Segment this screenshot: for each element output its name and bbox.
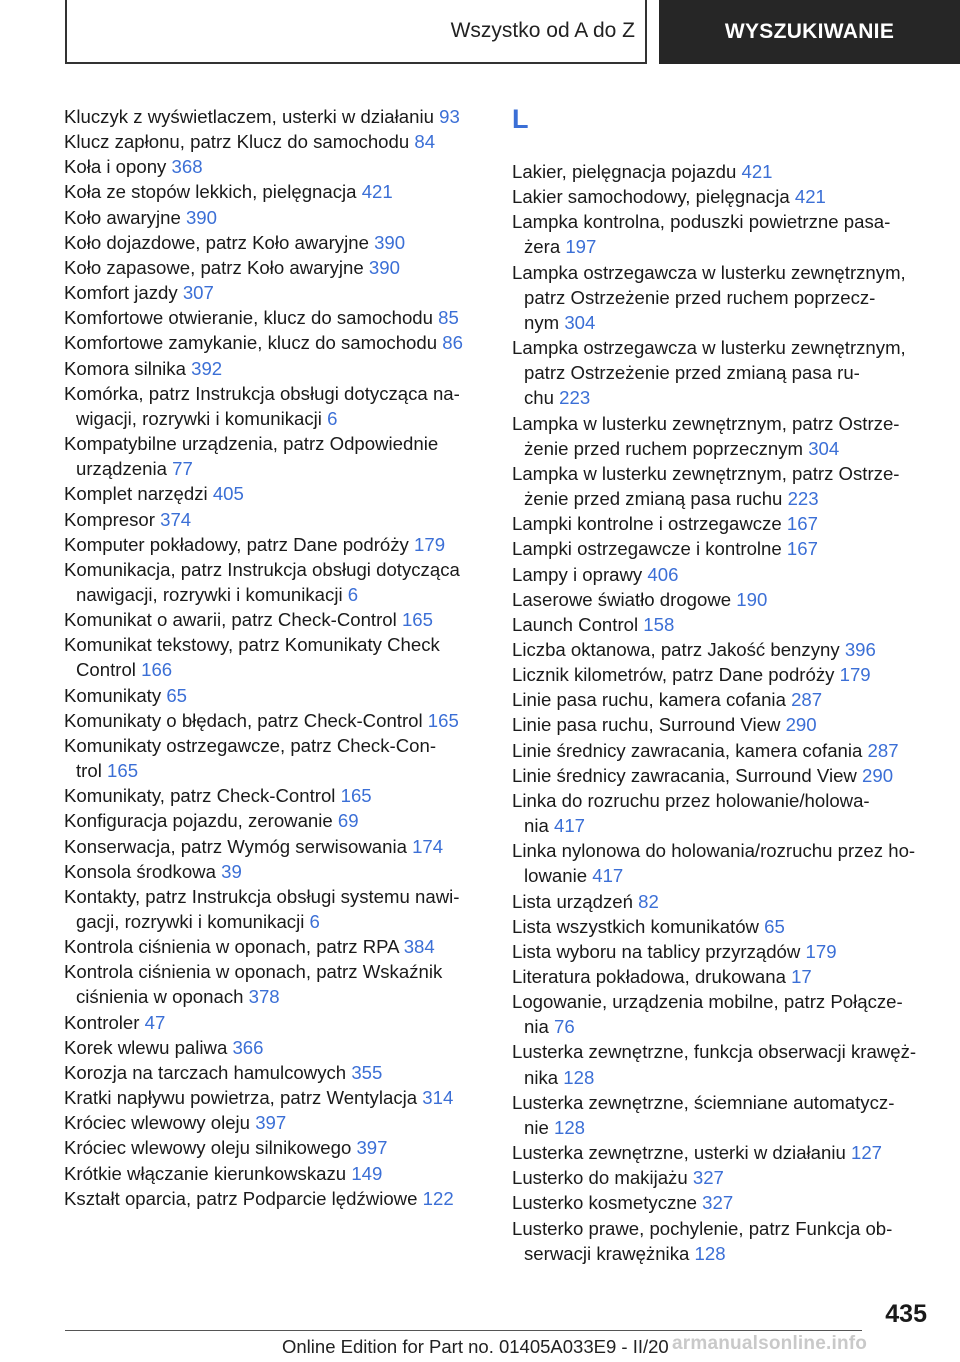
index-entry-text: Komfortowe otwieranie, klucz do samochodu [64,307,433,329]
index-entry-text: Lampki kontrolne i ostrzegawcze [512,513,782,535]
index-column-right [512,104,932,1266]
index-entry [512,209,932,259]
index-entry [512,1190,932,1215]
index-entry [512,662,932,687]
index-entry-text: nawigacji, rozrywki i komunikacji [76,583,343,605]
index-entry-text: Literatura pokładowa, drukowana [512,966,786,987]
index-entry-text: Lista wyboru na tablicy przyrządów [512,940,801,962]
index-entry [512,989,932,1039]
index-entry-text: Korozja na tarczach hamulcowych [64,1061,347,1083]
index-entry-text: Konsola środkowa [64,860,216,882]
index-entry-text: patrz Ostrzeżenie przed zmianą pasa ru‐ [524,362,860,384]
page-link[interactable]: 314 [422,1087,454,1109]
index-entry-text: Linka nylonowa do holowania/rozruchu przez ho‐ [512,840,916,862]
index-entry [64,632,484,682]
index-entry-text: żenie przed zmianą pasa ruchu [524,488,783,510]
index-entry-text: Linie średnicy zawracania, kamera cofania [512,739,863,761]
index-entry-text: Lusterka zewnętrzne, funkcja obserwacji krawęż‐ [512,1041,917,1063]
index-entry-text: Komora silnika [64,357,186,379]
index-entry-text: Kratki napływu powietrza, patrz Wentylacja [64,1087,418,1109]
index-entry [64,104,484,129]
page-link[interactable]: 84 [414,131,436,153]
page-link[interactable]: 287 [791,689,823,711]
index-entry [64,356,484,381]
index-entry [64,884,484,934]
page-link[interactable]: 396 [844,638,876,660]
index-entry-text: Lampka ostrzegawcza w lusterku zewnętrznym, [512,261,906,283]
index-entry-text: Komunikat tekstowy, patrz Komunikaty Check [64,634,440,656]
section-letter: L [512,104,529,134]
index-entry [64,205,484,230]
page-link[interactable]: 167 [786,538,818,560]
page-link[interactable]: 39 [221,860,242,882]
page-link[interactable]: 374 [160,508,192,530]
index-entries-right [512,159,932,1266]
index-entry [64,1161,484,1186]
index-entry-text: Linie pasa ruchu, Surround View [512,714,781,736]
index-entry-text: Konserwacja, patrz Wymóg serwisowania [64,835,407,857]
index-entry [512,637,932,662]
page-link[interactable]: 158 [643,613,675,635]
page-link[interactable]: 179 [839,664,871,686]
index-entry-text: gacji, rozrywki i komunikacji [76,911,305,932]
page-link[interactable]: 392 [191,357,223,379]
page-link[interactable]: 128 [554,1116,586,1138]
page-link[interactable]: 223 [559,387,591,409]
index-entry [512,612,932,637]
page-link[interactable]: 190 [736,588,768,610]
tab-search[interactable] [659,0,960,64]
index-entry [64,330,484,355]
index-entry [512,1216,932,1266]
index-entry-text: Koło dojazdowe, patrz Koło awaryjne [64,231,369,253]
page-link[interactable]: 384 [403,936,435,958]
index-entry [64,783,484,808]
page-link[interactable]: 17 [791,966,812,987]
index-entry-text: Kluczyk z wyświetlaczem, usterki w działaniu [64,106,434,127]
index-entry-text: Kontroler [64,1011,140,1033]
index-entry-text: Lista urządzeń [512,890,633,912]
page-link[interactable]: 167 [786,513,818,535]
index-entry-text: Lakier samochodowy, pielęgnacja [512,186,790,208]
index-entry-text: Launch Control [512,613,639,635]
index-entry-text: Króciec wlewowy oleju [64,1112,251,1134]
page-link[interactable]: 406 [647,563,679,585]
page-link[interactable]: 65 [166,684,188,706]
index-entry-text: Lampki ostrzegawcze i kontrolne [512,538,782,560]
index-entry [64,1110,484,1135]
index-entry [64,305,484,330]
index-entry-text: wigacji, rozrywki i komunikacji [76,407,322,429]
index-entry [512,914,932,939]
index-entry [64,834,484,859]
index-entry [64,683,484,708]
index-entry [512,964,932,989]
index-entry-text: Lusterko prawe, pochylenie, patrz Funkcja ob‐ [512,1217,893,1239]
index-entry [64,808,484,833]
index-entry-text: Kontrola ciśnienia w oponach, patrz RPA [64,936,399,958]
tab-all-a-to-z-label: Wszystko od A do Z [450,19,635,42]
index-entry [512,159,932,184]
page-link[interactable]: 165 [340,785,372,807]
index-entry-text: patrz Ostrzeżenie przed ruchem poprzecz‐ [524,286,876,308]
index-entry [64,280,484,305]
index-entry [64,129,484,154]
index-entry-text: Lampka kontrolna, poduszki powietrzne pasa‐ [512,211,891,233]
index-entry [64,859,484,884]
index-entry [64,532,484,557]
index-entry-text: Komunikacja, patrz Instrukcja obsługi dotycząca [64,558,460,580]
page-link[interactable]: 174 [412,835,444,857]
page-link[interactable]: 128 [563,1066,595,1088]
page-link[interactable]: 397 [255,1112,287,1134]
index-entry [512,712,932,737]
index-entry-text: Komórka, patrz Instrukcja obsługi dotycząca na‐ [64,382,460,404]
page-link[interactable]: 165 [427,709,459,731]
page-link[interactable]: 65 [764,915,785,937]
page-link[interactable]: 421 [361,181,393,203]
index-entry-text: Linie pasa ruchu, kamera cofania [512,689,786,711]
index-entry [512,536,932,561]
page-link[interactable]: 390 [368,256,400,278]
index-entry-text: Lampka w lusterku zewnętrznym, patrz Ostrze‐ [512,462,900,484]
index-entry-text: Komunikaty o błędach, patrz Check-Control [64,709,423,731]
index-entry-text: Komplet narzędzi [64,483,208,505]
index-entry-text: Koło zapasowe, patrz Koło awaryjne [64,256,364,278]
page-link[interactable]: 77 [172,458,193,480]
page-link[interactable]: 307 [182,282,214,304]
index-entry-text: Kontakty, patrz Instrukcja obsługi systemu nawi‐ [64,885,460,907]
page-link[interactable]: 179 [805,940,837,962]
page-link[interactable]: 197 [565,236,597,258]
page-link[interactable]: 368 [171,156,203,178]
index-entry [512,1165,932,1190]
index-entry-text: Lusterko kosmetyczne [512,1192,697,1214]
index-entry-text: Control [76,659,136,681]
index-entry [512,587,932,612]
page-link[interactable]: 390 [374,231,406,253]
index-entry-text: Liczba oktanowa, patrz Jakość benzyny [512,638,840,660]
index-entry-text: trol [76,760,102,782]
index-entry-text: urządzenia [76,458,167,480]
page-link[interactable]: 378 [248,986,280,1008]
index-entry-text: Lampka ostrzegawcza w lusterku zewnętrznym, [512,337,906,359]
index-entry [512,687,932,712]
index-entry [64,481,484,506]
index-entry-text: Komunikaty ostrzegawcze, patrz Check-Con‐ [64,734,437,756]
index-entry [512,260,932,335]
watermark-text: armanualsonline.info [672,1333,868,1354]
index-entry-text: Komfort jazdy [64,282,178,304]
index-entry-text: Kompatybilne urządzenia, patrz Odpowiednie [64,433,439,455]
index-entry [512,788,932,838]
index-entry-text: Lusterka zewnętrzne, ściemniane automatycz‐ [512,1091,895,1113]
index-entry-text: nia [524,1016,549,1038]
index-entry [64,959,484,1009]
index-entry [64,507,484,532]
page-link[interactable]: 166 [141,659,173,681]
page-link[interactable]: 417 [592,865,624,887]
index-entry-text: Kontrola ciśnienia w oponach, patrz Wskaźnik [64,961,443,983]
index-entry [64,708,484,733]
page-link[interactable]: 304 [808,437,840,459]
page-link[interactable]: 287 [867,739,899,761]
page-link[interactable]: 405 [212,483,244,505]
page-number: 435 [885,1300,927,1328]
page-link[interactable]: 366 [232,1036,264,1058]
index-entry [512,562,932,587]
edition-text: Online Edition for Part no. 01405A033E9 - II/20 [282,1336,669,1357]
page-link[interactable]: 165 [401,609,433,631]
index-entry-text: Kompresor [64,508,155,530]
index-entry [64,1186,484,1211]
page-link[interactable]: 327 [692,1167,724,1189]
index-entry [64,1135,484,1160]
index-entry-text: Lusterka zewnętrzne, usterki w działaniu [512,1142,846,1164]
index-entry [64,179,484,204]
page-link[interactable]: 149 [351,1162,383,1184]
index-entry-text: Korek wlewu paliwa [64,1036,228,1058]
page-link[interactable]: 122 [422,1187,454,1209]
index-entry-text: Licznik kilometrów, patrz Dane podróży [512,664,835,686]
index-entry [512,511,932,536]
tab-search-label: WYSZUKIWANIE [724,20,895,43]
page-link[interactable]: 85 [438,307,459,329]
index-entry-text: nika [524,1066,559,1088]
index-entry [512,763,932,788]
index-entry-text: Lampy i oprawy [512,563,643,585]
index-entry [512,411,932,461]
index-entry-text: Laserowe światło drogowe [512,588,732,610]
page-link[interactable]: 355 [351,1061,383,1083]
page-link[interactable]: 417 [554,815,586,837]
index-entry-text: nym [524,311,560,333]
index-entry-text: Linie średnicy zawracania, Surround View [512,764,857,786]
index-entry [64,934,484,959]
index-entry-text: ciśnienia w oponach [76,986,244,1008]
index-entry-text: Komunikaty [64,684,162,706]
index-entry-text: Klucz zapłonu, patrz Klucz do samochodu [64,131,410,153]
index-entry [512,1090,932,1140]
index-entry-text: Kształt oparcia, patrz Podparcie lędźwiowe [64,1187,418,1209]
index-entry [512,1039,932,1089]
index-entry-text: Lampka w lusterku zewnętrznym, patrz Ostrze‐ [512,412,900,434]
index-entry [512,335,932,410]
index-entry [64,1010,484,1035]
index-entry [64,1085,484,1110]
index-entry-text: nie [524,1116,549,1138]
index-entry-text: Konfiguracja pojazdu, zerowanie [64,810,333,832]
index-entry [64,230,484,255]
page-link[interactable]: 93 [439,106,460,127]
page-footer [0,1333,960,1362]
page-link[interactable]: 397 [356,1137,388,1159]
page-link[interactable]: 6 [347,583,359,605]
index-entry-text: Króciec wlewowy oleju silnikowego [64,1137,352,1159]
index-entry-text: Komputer pokładowy, patrz Dane podróży [64,533,409,555]
index-entry-text: Linka do rozruchu przez holowanie/holowa‐ [512,789,870,811]
page-link[interactable]: 6 [309,911,320,932]
footer-divider [65,1330,862,1331]
index-entry-text: Komunikat o awarii, patrz Check-Control [64,609,397,631]
index-entry [512,184,932,209]
index-entry [64,431,484,481]
tab-all-a-to-z[interactable] [65,0,647,64]
page-link[interactable]: 86 [442,332,463,354]
index-entry-text: żenie przed ruchem poprzecznym [524,437,804,459]
index-entry [512,461,932,511]
index-entry-text: Koła ze stopów lekkich, pielęgnacja [64,181,357,203]
index-entry-text: serwacji krawężnika [524,1242,690,1264]
page-link[interactable]: 304 [564,311,596,333]
index-entry [64,154,484,179]
page-link[interactable]: 390 [185,206,217,228]
page-link[interactable]: 128 [694,1242,726,1264]
index-entry [64,1035,484,1060]
index-entry [512,738,932,763]
index-entry-text: lowanie [524,865,588,887]
index-entry-text: Lista wszystkich komunikatów [512,915,759,937]
index-entry-text: Koła i opony [64,156,167,178]
index-entry [64,255,484,280]
page-link[interactable]: 127 [851,1142,883,1164]
index-entry-text: Krótkie włączanie kierunkowskazu [64,1162,347,1184]
index-entry [512,838,932,888]
index-entry [512,939,932,964]
page-link[interactable]: 6 [327,407,338,429]
index-entry [64,607,484,632]
index-entry [64,557,484,607]
page-link[interactable]: 76 [554,1016,575,1038]
index-entry-text: żera [524,236,561,258]
index-entry [512,1140,932,1165]
index-entry [64,1060,484,1085]
index-entry-text: Komfortowe zamykanie, klucz do samochodu [64,332,438,354]
page-link[interactable]: 421 [794,186,826,208]
index-entry-text: Logowanie, urządzenia mobilne, patrz Połącze‐ [512,991,903,1013]
page-link[interactable]: 290 [862,764,894,786]
index-entry-text: Lusterko do makijażu [512,1167,688,1189]
index-entry-text: Koło awaryjne [64,206,181,228]
page-link[interactable]: 47 [144,1011,166,1033]
page-link[interactable]: 421 [741,161,773,182]
index-entry-text: chu [524,387,554,409]
page-link[interactable]: 165 [107,760,139,782]
index-column-left [64,104,484,1211]
page-link[interactable]: 179 [414,533,446,555]
index-entry-text: Lakier, pielęgnacja pojazdu [512,161,737,182]
index-entry [512,889,932,914]
index-entry-text: Komunikaty, patrz Check-Control [64,785,336,807]
page-header [0,0,960,66]
page-link[interactable]: 223 [787,488,819,510]
page-link[interactable]: 327 [702,1192,734,1214]
page-link[interactable]: 290 [785,714,817,736]
page-link[interactable]: 69 [337,810,359,832]
index-entry-text: nia [524,815,549,837]
index-entry [64,381,484,431]
page-link[interactable]: 82 [638,890,659,912]
index-entry [64,733,484,783]
